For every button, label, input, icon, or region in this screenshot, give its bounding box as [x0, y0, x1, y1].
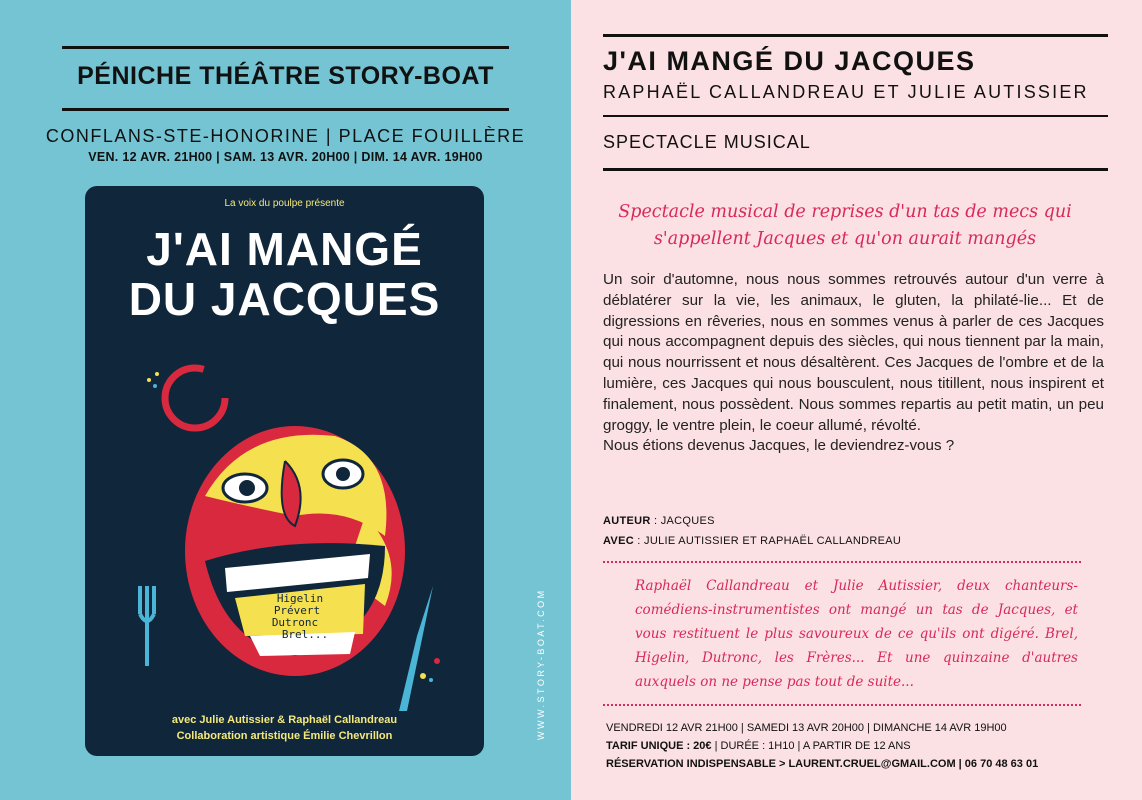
divider [603, 168, 1108, 171]
cast-credit [603, 535, 901, 547]
description-paragraph: Un soir d'automne, nous nous sommes retrouvés autour d'un verre à déblatérer sur la vie, les animaux, le gluten, la philaté-lie... Et de digressions en rêveries, nous en sommes venus à parler de ces Jacques qui nous accompagnent depuis des siècles, qui nous tiennent par la main, qui nous nourrissent et nous désaltèrent. Ces Jacques de l'ombre et de la lumière, ces Jacques qui nous bousculent, nous titillent, nous inspirent et finalement, nous possèdent. Nous sommes repartis au petit matin, un peu groggy, le ventre plein, le coeur allumé, révolté. [603, 271, 1104, 434]
divider [62, 46, 509, 49]
author-label: AUTEUR [603, 515, 651, 527]
knife-icon [399, 586, 433, 711]
teeth-text-3: Dutronc [271, 616, 319, 629]
poster-credit-collab: Collaboration artistique Émilie Chevrillon [176, 730, 393, 742]
divider [603, 34, 1108, 37]
poster-title-line1: J'AI MANGÉ [146, 223, 423, 275]
fork-icon [140, 586, 154, 666]
venue-name: PÉNICHE THÉÂTRE STORY-BOAT [77, 62, 494, 90]
show-poster [85, 186, 484, 756]
author-credit [603, 515, 715, 527]
dotted-divider [603, 704, 1081, 706]
poster-illustration [85, 336, 484, 716]
show-dates: VEN. 12 AVR. 21H00 | SAM. 13 AVR. 20H00 | DIM. 14 AVR. 19H00 [88, 150, 483, 164]
venue-location: CONFLANS-STE-HONORINE | PLACE FOUILLÈRE [45, 126, 526, 146]
show-subtitle: RAPHAËL CALLANDREAU ET JULIE AUTISSIER [603, 82, 1089, 102]
poster-title [85, 224, 484, 324]
poster-credit-cast: avec Julie Autissier & Raphaël Callandreau [171, 714, 398, 726]
teeth-text-2: Prévert [273, 604, 321, 617]
divider [603, 115, 1108, 117]
stain-icon [165, 368, 225, 428]
divider [62, 108, 509, 111]
poster-title-line2: DU JACQUES [128, 273, 441, 325]
description-closing: Nous étions devenus Jacques, le deviendrez-vous ? [603, 437, 955, 455]
info-duration: | DURÉE : 1H10 | A PARTIR DE 12 ANS [711, 740, 911, 752]
info-booking[interactable]: RÉSERVATION INDISPENSABLE > LAURENT.CRUEL@GMAIL.COM | 06 70 48 63 01 [606, 758, 1039, 770]
show-genre: SPECTACLE MUSICAL [603, 132, 811, 152]
poster-presenter: La voix du poulpe présente [224, 198, 345, 209]
info-dates: VENDREDI 12 AVR 21H00 | SAMEDI 13 AVR 20H00 | DIMANCHE 14 AVR 19H00 [606, 722, 1007, 734]
info-price: TARIF UNIQUE : 20€ [606, 740, 712, 752]
cast-label: AVEC [603, 535, 634, 547]
poster-credits [85, 712, 484, 744]
cast-value: : JULIE AUTISSIER ET RAPHAËL CALLANDREAU [633, 535, 902, 547]
show-quote: Raphaël Callandreau et Julie Autissier, deux chanteurs-comédiens-instrumentistes ont mangé un tas de Jacques, et vous restituent le plus savoureux de ce qu'ils ont digéré. Brel, Higelin, Dutronc, les Frères... Et une quinzaine d'autres auxquels on ne pense pas tout de suite... [635, 578, 1078, 690]
show-tagline: Spectacle musical de reprises d'un tas de mecs qui s'appellent Jacques et qu'on aurait mangés [618, 202, 1072, 249]
show-title: J'AI MANGÉ DU JACQUES [603, 46, 976, 76]
teeth-text-4: Brel... [281, 628, 329, 641]
teeth-text-1: Higelin [276, 592, 324, 605]
website-url[interactable]: WWW.STORY-BOAT.COM [536, 588, 546, 740]
dotted-divider [603, 561, 1081, 563]
show-description [603, 270, 1104, 457]
info-pricing [606, 740, 911, 752]
author-value: : JACQUES [650, 515, 715, 527]
